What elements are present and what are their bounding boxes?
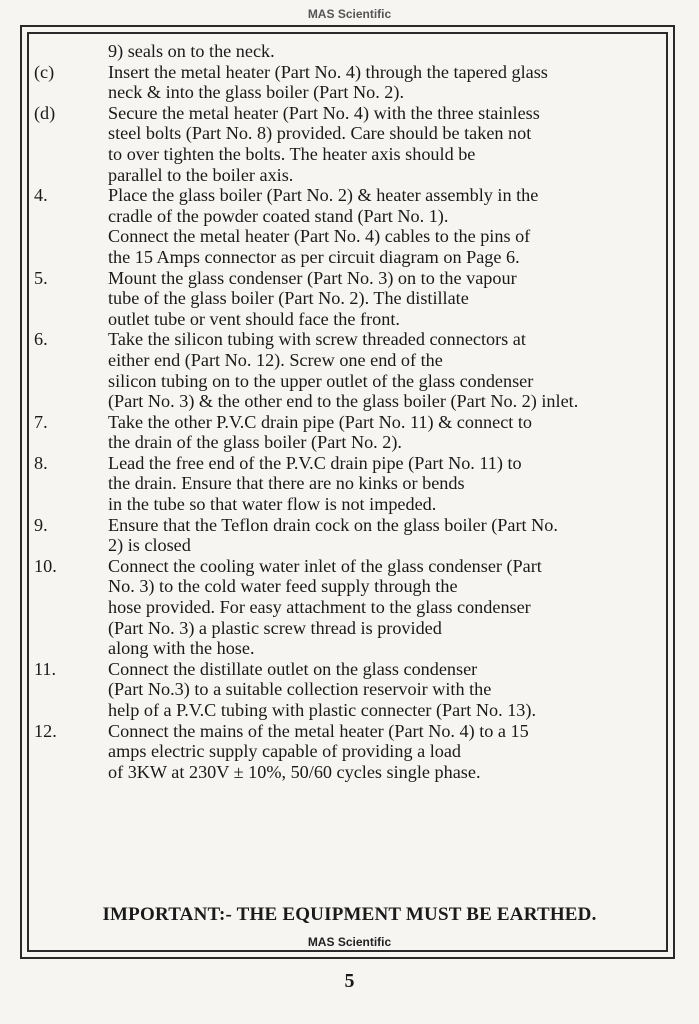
item-text-line: help of a P.V.C tubing with plastic connecter (Part No. 13). — [108, 700, 537, 720]
item-number: 10. — [34, 555, 57, 576]
instruction-list — [34, 41, 664, 782]
item-number: 11. — [34, 658, 57, 679]
item-text-line: Take the silicon tubing with screw threaded connectors at — [108, 329, 526, 350]
item-text-line: of 3KW at 230V ± 10%, 50/60 cycles single phase. — [108, 761, 481, 782]
item-number — [34, 41, 108, 62]
important-notice: IMPORTANT:- THE EQUIPMENT MUST BE EARTHED. — [102, 904, 597, 925]
item-number: 5. — [34, 267, 48, 288]
item-text-line: the drain. Ensure that there are no kinks or bends — [108, 473, 465, 494]
item-text-line: amps electric supply capable of providing a load — [108, 741, 462, 762]
item-text — [108, 453, 664, 515]
item-text-line: the 15 Amps connector as per circuit diagram on Page 6. — [108, 246, 520, 267]
item-text-line: cradle of the powder coated stand (Part No. 1). — [108, 205, 449, 226]
page-number: 5 — [344, 970, 355, 992]
item-text — [108, 62, 664, 103]
item-number: (c) — [34, 61, 55, 82]
item-text-line: tube of the glass boiler (Part No. 2). The distillate — [108, 288, 469, 309]
item-text-line: hose provided. For easy attachment to the glass condenser — [108, 597, 531, 618]
item-text-line: No. 3) to the cold water feed supply through the — [108, 576, 458, 597]
item-text-line: the drain of the glass boiler (Part No. 2). — [108, 432, 402, 453]
list-item — [34, 412, 664, 453]
item-text-line: outlet tube or vent should face the front. — [108, 308, 400, 329]
item-number: 9. — [34, 514, 48, 535]
item-text-line: Connect the cooling water inlet of the glass condenser (Part — [108, 555, 542, 576]
item-text-line: (Part No.3) to a suitable collection reservoir with the — [108, 679, 492, 700]
list-item — [34, 453, 664, 515]
item-text-line: (Part No. 3) a plastic screw thread is provided — [108, 617, 442, 638]
item-text-line: either end (Part No. 12). Screw one end of the — [108, 349, 443, 370]
item-text-line: Ensure that the Teflon drain cock on the glass boiler (Part No. — [108, 514, 558, 535]
item-text-line: in the tube so that water flow is not impeded. — [108, 494, 437, 515]
item-text — [108, 185, 664, 267]
item-text — [108, 556, 664, 659]
list-item — [34, 103, 664, 185]
item-text-line: steel bolts (Part No. 8) provided. Care should be taken not — [108, 123, 532, 144]
item-text-line: Insert the metal heater (Part No. 4) through the tapered glass — [108, 61, 548, 82]
item-number: 8. — [34, 452, 48, 473]
item-text-line: to over tighten the bolts. The heater axis should be — [108, 143, 476, 164]
item-text-line: Mount the glass condenser (Part No. 3) on to the vapour — [108, 267, 517, 288]
list-item — [34, 556, 664, 659]
item-text-line: Connect the mains of the metal heater (Part No. 4) to a 15 — [108, 720, 529, 741]
item-text — [108, 103, 664, 185]
list-item — [34, 515, 664, 556]
item-number: 6. — [34, 329, 48, 350]
item-text — [108, 659, 664, 721]
list-item — [34, 329, 664, 411]
item-text — [108, 515, 664, 556]
item-text-line: (Part No. 3) & the other end to the glass boiler (Part No. 2) inlet. — [108, 391, 579, 412]
item-text-line: silicon tubing on to the upper outlet of the glass condenser — [108, 370, 534, 391]
item-text-line: 9) seals on to the neck. — [108, 41, 275, 61]
item-number: 7. — [34, 411, 48, 432]
footer-brand: MAS Scientific — [307, 935, 392, 949]
list-item — [34, 62, 664, 103]
item-text — [108, 41, 664, 62]
item-text-line: 2) is closed — [108, 535, 191, 556]
item-text-line: Secure the metal heater (Part No. 4) with the three stainless — [108, 102, 540, 123]
header-brand: MAS Scientific — [307, 7, 392, 21]
list-item — [34, 721, 664, 783]
list-item — [34, 659, 664, 721]
item-number: 12. — [34, 720, 57, 741]
item-text-line: Place the glass boiler (Part No. 2) & heater assembly in the — [108, 185, 539, 206]
item-text-line: Connect the metal heater (Part No. 4) cables to the pins of — [108, 226, 531, 247]
item-text — [108, 329, 664, 411]
list-item — [34, 268, 664, 330]
item-number: (d) — [34, 102, 56, 123]
item-text — [108, 721, 664, 783]
item-text-line: Take the other P.V.C drain pipe (Part No. 11) & connect to — [108, 411, 533, 432]
item-text-line: Lead the free end of the P.V.C drain pipe (Part No. 11) to — [108, 452, 522, 473]
item-text-line: Connect the distillate outlet on the glass condenser — [108, 658, 478, 679]
item-text — [108, 412, 664, 453]
item-text-line: neck & into the glass boiler (Part No. 2). — [108, 82, 404, 103]
list-item — [34, 185, 664, 267]
item-text — [108, 268, 664, 330]
item-text-line: parallel to the boiler axis. — [108, 164, 294, 185]
item-number: 4. — [34, 185, 48, 206]
list-item — [34, 41, 664, 62]
item-text-line: along with the hose. — [108, 638, 255, 659]
